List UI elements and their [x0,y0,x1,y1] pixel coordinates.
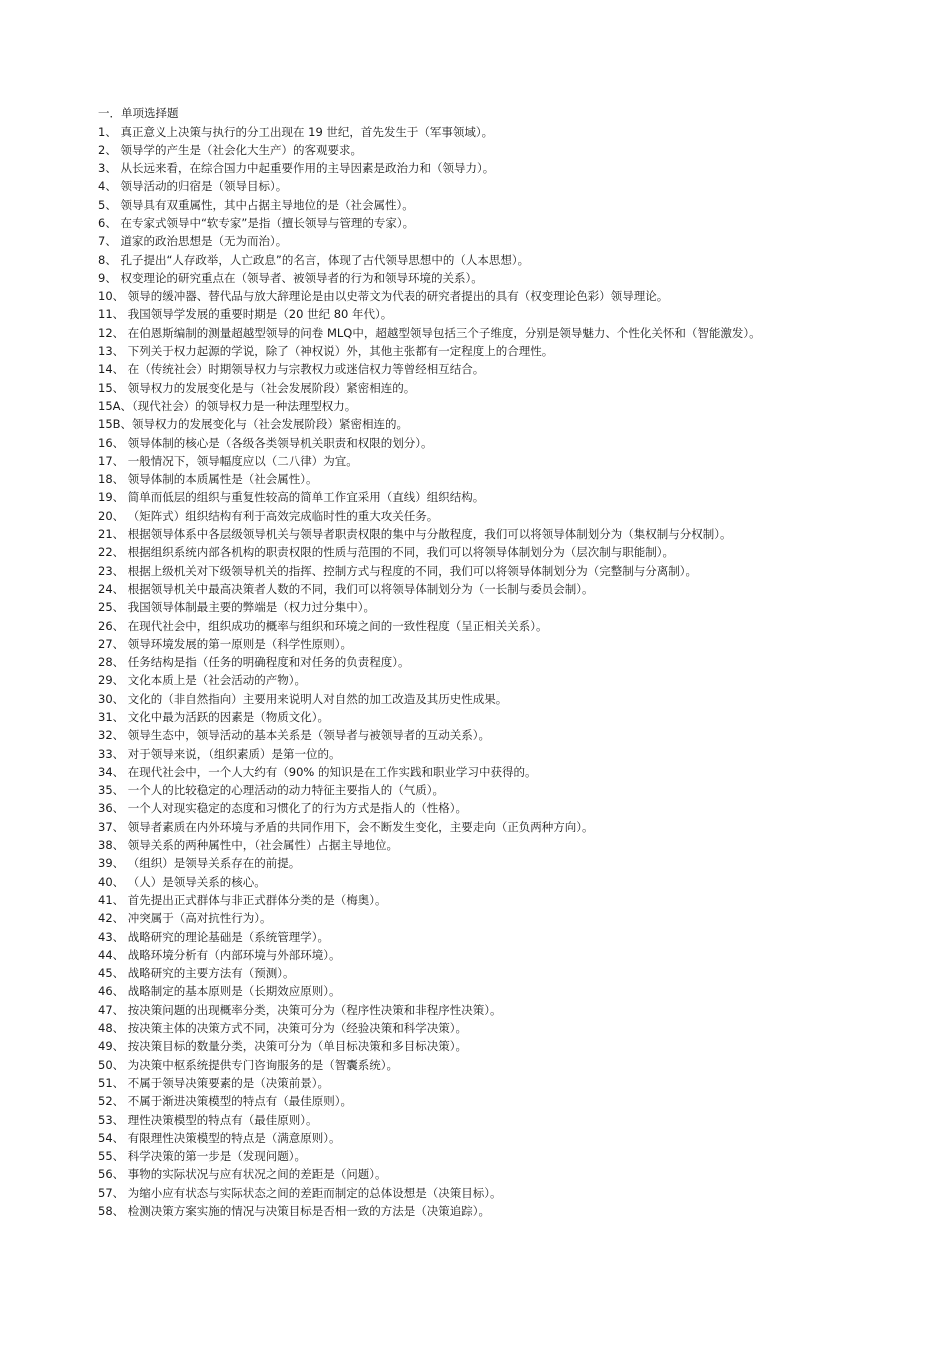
question-item: 42、 冲突属于（高对抗性行为）。 [98,911,272,926]
question-item: 51、 不属于领导决策要素的是（决策前景）。 [98,1075,330,1090]
question-items [98,125,918,1220]
question-item: 12、 在伯恩斯编制的测量超越型领导的问卷 MLQ中，超越型领导包括三个子维度，分别是领导魅力、个性化关怀和（智能激发）。 [98,325,761,340]
question-item: 15A、（现代社会）的领导权力是一种法理型权力。 [98,398,357,413]
question-item: 15B、领导权力的发展变化与（社会发展阶段）紧密相连的。 [98,417,409,432]
question-item: 56、 事物的实际状况与应有状况之间的差距是（问题）。 [98,1167,387,1182]
question-item: 44、 战略环境分析有（内部环境与外部环境）。 [98,947,341,962]
question-item: 49、 按决策目标的数量分类，决策可分为（单目标决策和多目标决策）。 [98,1039,468,1054]
question-item: 33、 对于领导来说，（组织素质）是第一位的。 [98,746,341,761]
question-item: 41、 首先提出正式群体与非正式群体分类的是（梅奥）。 [98,892,387,907]
question-item: 46、 战略制定的基本原则是（长期效应原则）。 [98,984,341,999]
question-item: 40、 （人）是领导关系的核心。 [98,874,266,889]
question-item: 1、 真正意义上决策与执行的分工出现在 19 世纪，首先发生于（军事领域）。 [98,124,494,139]
question-item: 55、 科学决策的第一步是（发现问题）。 [98,1149,307,1164]
question-item: 52、 不属于渐进决策模型的特点有（最佳原则）。 [98,1094,353,1109]
question-item: 43、 战略研究的理论基础是（系统管理学）。 [98,929,330,944]
question-item: 26、 在现代社会中，组织成功的概率与组织和环境之间的一致性程度（呈正相关关系）。 [98,618,548,633]
question-item: 48、 按决策主体的决策方式不同，决策可分为（经验决策和科学决策）。 [98,1021,468,1036]
question-item: 23、 根据上级机关对下级领导机关的指挥、控制方式与程度的不同，我们可以将领导体制划分为（完整制与分离制）。 [98,563,698,578]
question-item: 7、 道家的政治思想是（无为而治）。 [98,234,288,249]
question-item: 36、 一个人对现实稳定的态度和习惯化了的行为方式是指人的（性格）。 [98,801,468,816]
question-item: 29、 文化本质上是（社会活动的产物）。 [98,673,307,688]
question-item: 34、 在现代社会中，一个人大约有（90% 的知识是在工作实践和职业学习中获得的。 [98,764,537,779]
question-item: 11、 我国领导学发展的重要时期是（20 世纪 80 年代）。 [98,307,393,322]
question-item: 17、 一般情况下，领导幅度应以（二八律）为宜。 [98,453,358,468]
question-item: 14、 在（传统社会）时期领导权力与宗教权力或迷信权力等曾经相互结合。 [98,362,485,377]
question-item: 47、 按决策问题的出现概率分类，决策可分为（程序性决策和非程序性决策）。 [98,1002,502,1017]
question-item: 22、 根据组织系统内部各机构的职责权限的性质与范围的不同，我们可以将领导体制划分为（层次制与职能制）。 [98,545,675,560]
question-item: 50、 为决策中枢系统提供专门咨询服务的是（智囊系统）。 [98,1057,399,1072]
question-item: 9、 权变理论的研究重点在（领导者、被领导者的行为和领导环境的关系）。 [98,270,483,285]
question-item: 27、 领导环境发展的第一原则是（科学性原则）。 [98,636,353,651]
question-item: 5、 领导具有双重属性，其中占据主导地位的是（社会属性）。 [98,197,414,212]
question-item: 54、 有限理性决策模型的特点是（满意原则）。 [98,1130,341,1145]
question-item: 45、 战略研究的主要方法有（预测）。 [98,966,295,981]
question-item: 18、 领导体制的本质属性是（社会属性）。 [98,472,318,487]
question-item: 28、 任务结构是指（任务的明确程度和对任务的负责程度）。 [98,655,410,670]
question-list [98,106,918,1222]
question-item: 30、 文化的（非自然指向）主要用来说明人对自然的加工改造及其历史性成果。 [98,691,508,706]
question-item: 57、 为缩小应有状态与实际状态之间的差距而制定的总体设想是（决策目标）。 [98,1185,502,1200]
question-item: 58、 检测决策方案实施的情况与决策目标是否相一致的方法是（决策追踪）。 [98,1204,491,1219]
question-item: 19、 简单而低层的组织与重复性较高的简单工作宜采用（直线）组织结构。 [98,490,485,505]
question-item: 8、 孔子提出“人存政举，人亡政息”的名言，体现了古代领导思想中的（人本思想）。 [98,252,530,267]
question-item: 2、 领导学的产生是（社会化大生产）的客观要求。 [98,142,362,157]
question-item: 10、 领导的缓冲器、替代品与放大辞理论是由以史蒂文为代表的研究者提出的具有（权变理论色彩）领导理论。 [98,289,669,304]
question-item: 37、 领导者素质在内外环境与矛盾的共同作用下，会不断发生变化，主要走向（正负两种方向）。 [98,819,594,834]
section-heading: 一．单项选择题 [98,106,179,120]
question-item: 6、 在专家式领导中“软专家”是指（擅长领导与管理的专家）。 [98,215,415,230]
question-item: 53、 理性决策模型的特点有（最佳原则）。 [98,1112,318,1127]
question-item: 21、 根据领导体系中各层级领导机关与领导者职责权限的集中与分散程度，我们可以将领导体制划分为（集权制与分权制）。 [98,527,732,542]
question-item: 39、 （组织）是领导关系存在的前提。 [98,856,301,871]
question-item: 35、 一个人的比较稳定的心理活动的动力特征主要指人的（气质）。 [98,783,445,798]
question-item: 32、 领导生态中，领导活动的基本关系是（领导者与被领导者的互动关系）。 [98,728,491,743]
question-item: 38、 领导关系的两种属性中，（社会属性）占据主导地位。 [98,838,399,853]
question-item: 20、 （矩阵式）组织结构有利于高效完成临时性的重大攻关任务。 [98,508,439,523]
question-item: 16、 领导体制的核心是（各级各类领导机关职责和权限的划分）。 [98,435,433,450]
question-item: 4、 领导活动的归宿是（领导目标）。 [98,179,288,194]
question-item: 31、 文化中最为活跃的因素是（物质文化）。 [98,710,330,724]
question-item: 25、 我国领导体制最主要的弊端是（权力过分集中）。 [98,600,376,615]
question-item: 24、 根据领导机关中最高决策者人数的不同，我们可以将领导体制划分为（一长制与委员会制）。 [98,581,594,596]
question-item: 3、 从长远来看，在综合国力中起重要作用的主导因素是政治力和（领导力）。 [98,161,495,176]
question-item: 15、 领导权力的发展变化是与（社会发展阶段）紧密相连的。 [98,380,416,395]
question-item: 13、 下列关于权力起源的学说，除了（神权说）外，其他主张都有一定程度上的合理性。 [98,344,554,359]
